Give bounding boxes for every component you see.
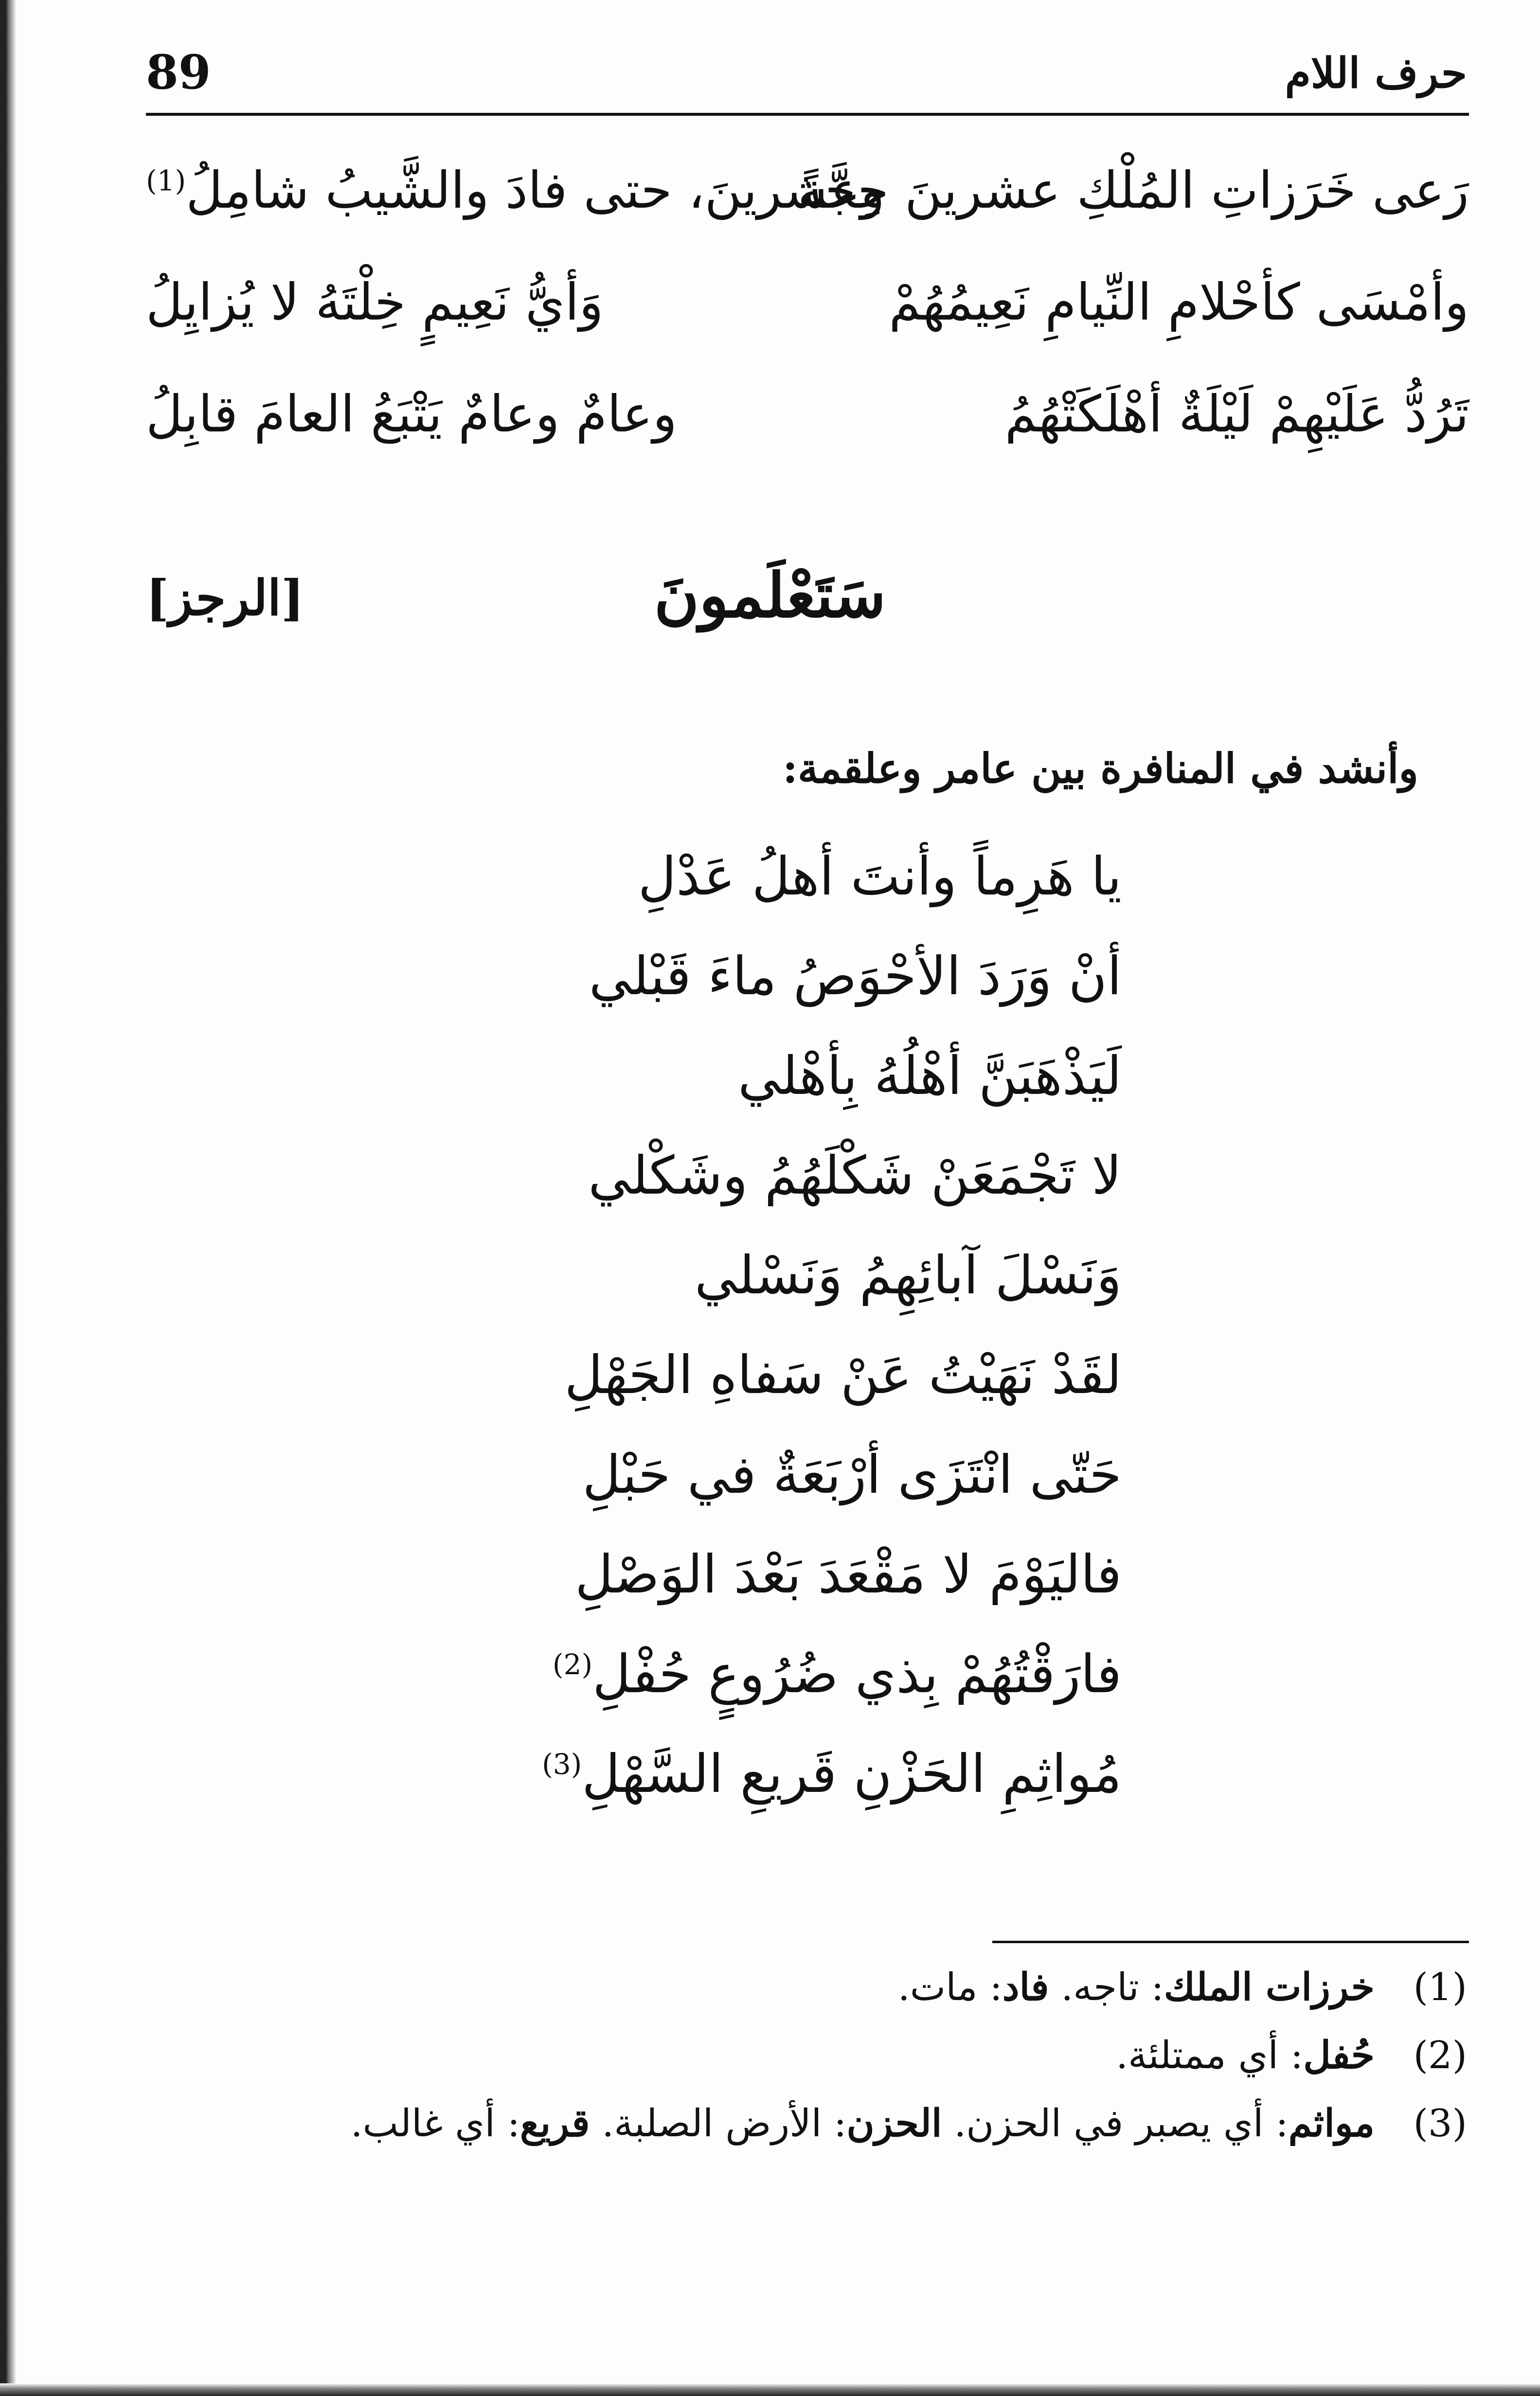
footnote-gloss: : مات. [897,1966,1003,2009]
footnote-term: فاد [1002,1965,1049,2009]
footnote [351,2101,1467,2146]
poem-intro: وأنشد في المنافرة بين عامر وعلقمة: [783,744,1418,792]
verse-hemistich-right: وأمْسَى كأحْلامِ النِّيامِ نَعِيمُهُمْ [889,272,1469,332]
verse-row [146,272,1469,360]
footnote-gloss: : تاجه. [1049,1966,1164,2009]
poem-line-text: فارَقْتُهُمْ بِذي ضُرُوعٍ حُفْلِ [592,1644,1122,1705]
poem-line-text: مُواثِمِ الحَزْنِ قَريعِ السَّهْلِ [582,1744,1122,1805]
footnote-gloss: : أي غالب. [350,2102,520,2146]
header-rule [146,113,1469,116]
footnote-gloss: : أي ممتلئة. [1116,2034,1304,2077]
footnote-number: (1) [1413,1966,1467,2009]
page-number: 89 [146,45,211,100]
verse-hemistich-left: وعامٌ وعامٌ يَتْبَعُ العامَ قابِلُ [146,384,677,444]
poem-line: وَنَسْلَ آبائِهِمُ وَنَسْلي [694,1245,1122,1306]
poem-meter: [الرجز] [146,569,304,626]
verse-hemistich-right: تَرُدُّ عَلَيْهِمْ لَيْلَةٌ أهْلَكَتْهُمُ [1004,384,1469,444]
footnote-gloss: : الأرض الصلبة. [590,2102,847,2146]
verse-hemistich-left: وَأيُّ نَعِيمٍ خِلْتَهُ لا يُزايِلُ [146,272,604,332]
verse-row [146,384,1469,472]
footnote-marker: (2) [552,1648,593,1681]
page-edge-shadow-bottom [0,2383,1540,2396]
footnote-rule [992,1941,1469,1943]
poem-line: أنْ وَرَدَ الأحْوَصُ ماءَ قَبْلي [589,946,1122,1007]
footnote-gloss: : أي يصبر في الحزن. [942,2102,1289,2146]
verse-hemistich-left [146,161,885,220]
verse-row [146,161,1469,248]
footnote-marker: (3) [542,1748,582,1781]
verse-hemistich-right: رَعى خَرَزاتِ المُلْكِ عشرينَ حِجَّةً [797,161,1469,220]
poem-line [392,1744,1122,1831]
poem-line: لَيَذْهَبَنَّ أهْلُهُ بِأهْلي [738,1046,1122,1107]
footnote-term: الحزن [846,2101,942,2146]
poem-line: حَتّى انْتَزَى أرْبَعَةٌ في حَبْلِ [582,1445,1122,1505]
footnote-number: (3) [1413,2102,1467,2146]
page-edge-shadow-left [0,0,17,2396]
running-title: حرف اللام [1285,49,1467,98]
poem-line [392,1644,1122,1732]
footnote [898,1965,1467,2009]
verse-hemistich-text: وعشرينَ، حتى فادَ والشَّيبُ شامِلُ [186,161,885,220]
footnote-number: (2) [1413,2034,1467,2077]
footnote-term: خرزات الملك [1164,1965,1375,2009]
footnote-term: مواثم [1288,2101,1375,2146]
poem-line: لقَدْ نَهَيْتُ عَنْ سَفاهِ الجَهْلِ [564,1345,1122,1406]
poem-line: فاليَوْمَ لا مَقْعَدَ بَعْدَ الوَصْلِ [575,1544,1122,1605]
footnote-term: قريع [520,2101,590,2146]
poem-line: لا تَجْمَعَنْ شَكْلَهُمُ وشَكْلي [588,1145,1122,1206]
footnote [1116,2033,1467,2077]
footnote-marker: (1) [146,164,186,197]
poem-title: سَتَعْلَمونَ [654,559,886,631]
footnote-term: حُفل [1303,2033,1375,2077]
poem-line: يا هَرِماً وأنتَ أهلُ عَدْلِ [638,846,1122,907]
